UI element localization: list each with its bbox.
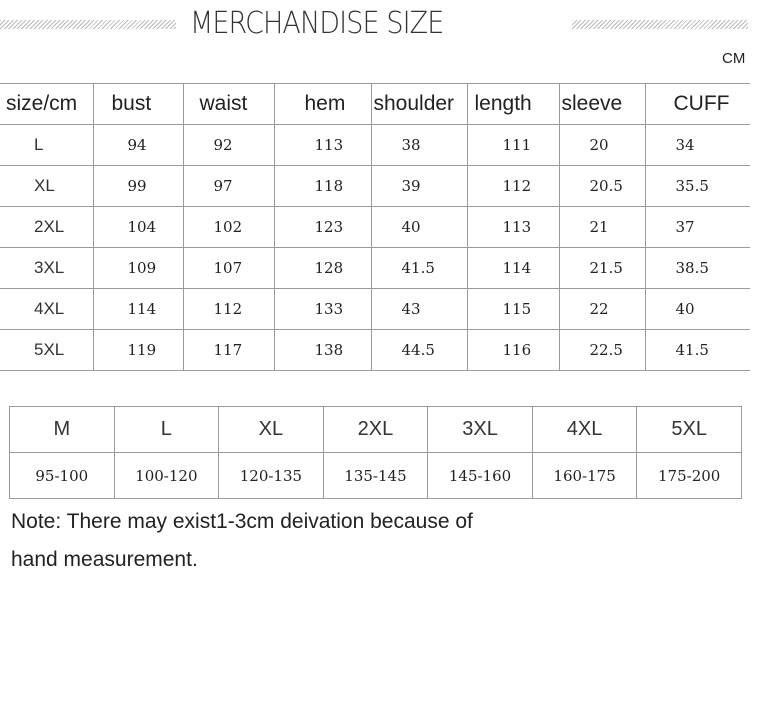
fit-size-cell: 5XL [637, 407, 742, 453]
unit-label: CM [722, 50, 746, 67]
fit-size-cell: 2XL [323, 407, 428, 453]
page-title: MERCHANDISE SIZE [190, 6, 444, 41]
measurement-cell: 40 [645, 289, 750, 330]
table-row [0, 330, 750, 371]
column-header: size/cm [0, 84, 93, 125]
measurement-cell: 102 [183, 207, 274, 248]
column-header: CUFF [645, 84, 750, 125]
measurement-cell: 41.5 [371, 248, 467, 289]
measurement-cell: 40 [371, 207, 467, 248]
table-row [0, 207, 750, 248]
column-header: shoulder [371, 84, 467, 125]
measurement-cell: 99 [93, 166, 183, 207]
measurement-cell: 97 [183, 166, 274, 207]
fit-size-cell: XL [219, 407, 324, 453]
measurement-cell: 128 [274, 248, 371, 289]
size-label: 5XL [0, 330, 93, 371]
size-label: XL [0, 166, 93, 207]
measurement-cell: 123 [274, 207, 371, 248]
measurement-cell: 104 [93, 207, 183, 248]
measurement-cell: 38.5 [645, 248, 750, 289]
fit-size-cell: 4XL [532, 407, 637, 453]
fit-range-cell: 120-135 [219, 453, 324, 499]
measurement-cell: 20 [559, 125, 645, 166]
fit-range-cell: 100-120 [114, 453, 219, 499]
measurement-cell: 118 [274, 166, 371, 207]
fit-range-row [10, 453, 742, 499]
fit-range-cell: 135-145 [323, 453, 428, 499]
measurement-cell: 113 [467, 207, 559, 248]
measurement-cell: 22 [559, 289, 645, 330]
fit-table [9, 406, 742, 499]
measurement-cell: 43 [371, 289, 467, 330]
measurement-cell: 138 [274, 330, 371, 371]
column-header: waist [183, 84, 274, 125]
measurement-cell: 133 [274, 289, 371, 330]
column-header: sleeve [559, 84, 645, 125]
size-label: 3XL [0, 248, 93, 289]
column-header: length [467, 84, 559, 125]
table-row [0, 289, 750, 330]
fit-size-cell: M [10, 407, 115, 453]
size-label: 4XL [0, 289, 93, 330]
measurement-cell: 44.5 [371, 330, 467, 371]
measurement-cell: 114 [467, 248, 559, 289]
measurement-cell: 94 [93, 125, 183, 166]
measurement-cell: 119 [93, 330, 183, 371]
measurement-cell: 38 [371, 125, 467, 166]
measurement-cell: 115 [467, 289, 559, 330]
measurement-cell: 117 [183, 330, 274, 371]
size-table-header [0, 84, 750, 125]
table-row [0, 125, 750, 166]
size-label: 2XL [0, 207, 93, 248]
measurement-cell: 21.5 [559, 248, 645, 289]
fit-range-cell: 160-175 [532, 453, 637, 499]
measurement-cell: 39 [371, 166, 467, 207]
measurement-cell: 20.5 [559, 166, 645, 207]
measurement-cell: 112 [467, 166, 559, 207]
measurement-note [11, 503, 571, 579]
fit-size-cell: 3XL [428, 407, 533, 453]
measurement-cell: 21 [559, 207, 645, 248]
fit-range-cell: 95-100 [10, 453, 115, 499]
measurement-cell: 35.5 [645, 166, 750, 207]
measurement-cell: 22.5 [559, 330, 645, 371]
title-decoration-right [572, 20, 748, 29]
measurement-cell: 116 [467, 330, 559, 371]
measurement-cell: 92 [183, 125, 274, 166]
measurement-cell: 41.5 [645, 330, 750, 371]
measurement-cell: 112 [183, 289, 274, 330]
fit-size-row [10, 407, 742, 453]
measurement-cell: 111 [467, 125, 559, 166]
measurement-cell: 37 [645, 207, 750, 248]
size-table [0, 83, 750, 371]
measurement-cell: 109 [93, 248, 183, 289]
fit-size-cell: L [114, 407, 219, 453]
note-line-1: Note: There may exist1-3cm deivation because of [11, 510, 473, 533]
measurement-cell: 114 [93, 289, 183, 330]
column-header: hem [274, 84, 371, 125]
fit-range-cell: 175-200 [637, 453, 742, 499]
measurement-cell: 113 [274, 125, 371, 166]
column-header: bust [93, 84, 183, 125]
size-label: L [0, 125, 93, 166]
title-decoration-left [0, 20, 176, 29]
measurement-cell: 34 [645, 125, 750, 166]
measurement-cell: 107 [183, 248, 274, 289]
table-row [0, 248, 750, 289]
fit-range-cell: 145-160 [428, 453, 533, 499]
note-line-2: hand measurement. [11, 548, 198, 571]
table-row [0, 166, 750, 207]
